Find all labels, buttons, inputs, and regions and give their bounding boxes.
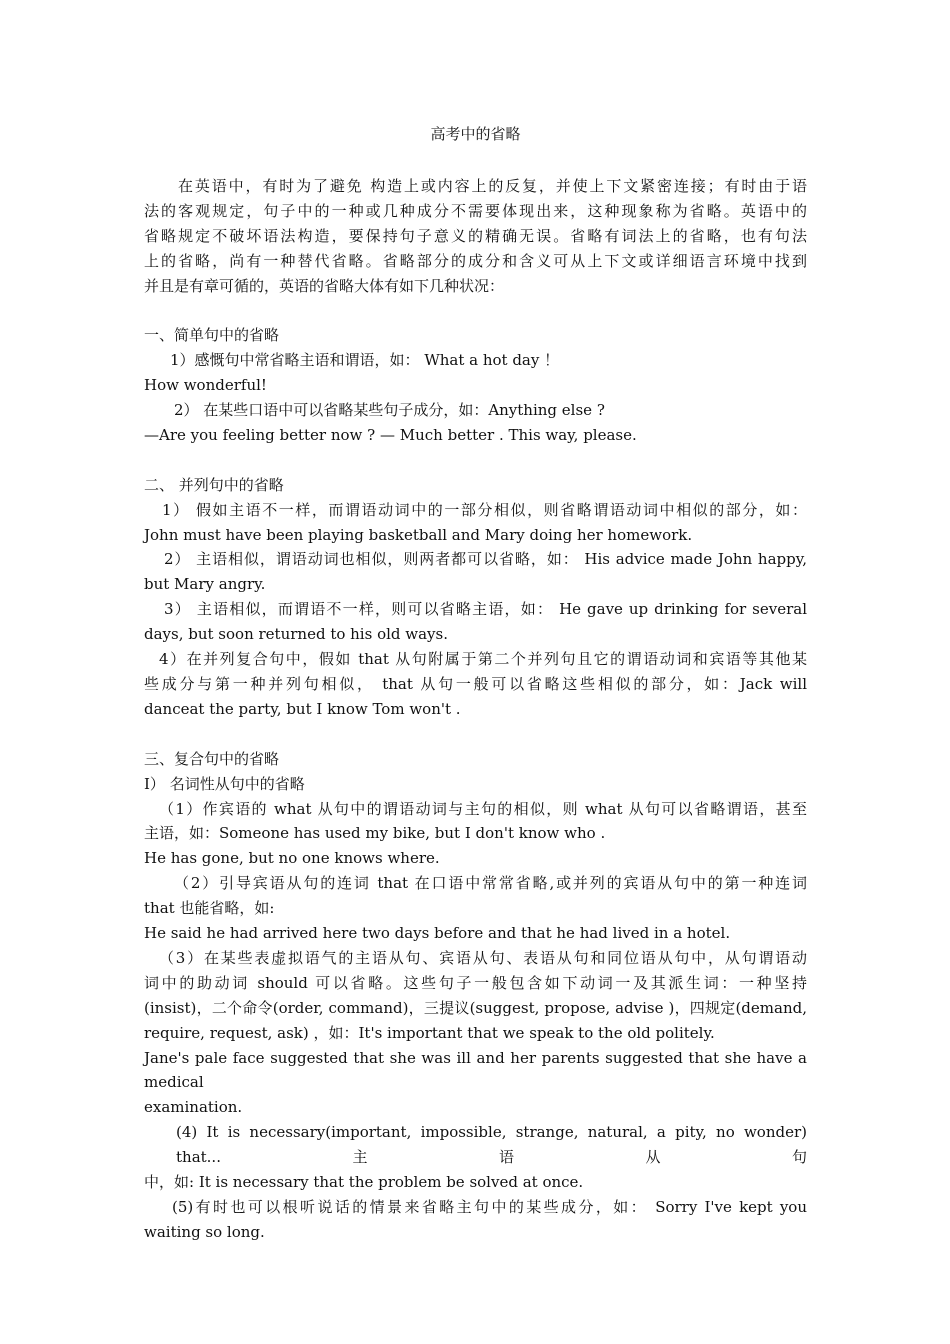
section-line: He said he had arrived here two days before and that he had lived in a hotel. <box>144 924 731 943</box>
section-line: (4) It is necessary(important, impossible, strange, natural, a pity, no wonder) that...主语从句 <box>176 1123 807 1167</box>
section-line: （3）在某些表虚拟语气的主语从句、宾语从句、表语从句和同位语从句中，从句谓语动 <box>159 948 807 967</box>
document-page <box>144 122 807 1245</box>
section-line: John must have been playing basketball and Mary doing her homework. <box>144 525 693 544</box>
section-line: 1）感慨句中常省略主语和谓语，如： What a hot day ！ <box>170 351 560 370</box>
section-line: He has gone, but no one knows where. <box>144 849 440 868</box>
section-heading: 一、简单句中的省略 <box>144 326 280 345</box>
section-line: 主语，如：Someone has used my bike, but I don't know who . <box>144 824 606 843</box>
section-heading: 二、 并列句中的省略 <box>144 475 284 494</box>
section-line: （1）作宾语的 what 从句中的谓语动词与主句的相似，则 what 从句可以省略谓语，甚至 <box>159 799 807 818</box>
intro-line: 省略规定不破坏语法构造，要保持句子意义的精确无误。省略有词法上的省略，也有句法 <box>144 226 807 245</box>
section-complex-sentence <box>144 747 807 1245</box>
section-line: How wonderful! <box>144 376 267 395</box>
section-line: (5)有时也可以根听说话的情景来省略主句中的某些成分，如： Sorry I've kept you <box>172 1198 807 1217</box>
section-compound-sentence <box>144 473 807 722</box>
section-line: but Mary angry. <box>144 575 266 594</box>
section-line: 中，如: It is necessary that the problem be solved at once. <box>144 1173 584 1192</box>
section-line: 词中的助动词 should 可以省略。这些句子一般包含如下动词一及其派生词：一种坚持 <box>144 973 807 992</box>
intro-line: 并且是有章可循的，英语的省略大体有如下几种状况： <box>144 276 505 295</box>
section-line: require, request, ask) ，如：It's important that we speak to the old politely. <box>144 1023 715 1042</box>
intro-line: 上的省略，尚有一种替代省略。省略部分的成分和含义可从上下文或详细语言环境中找到 <box>144 251 807 270</box>
section-heading: 三、复合句中的省略 <box>144 749 280 768</box>
section-line: —Are you feeling better now ? — Much better . This way, please. <box>144 425 637 444</box>
subsection-heading: I） 名词性从句中的省略 <box>144 774 305 793</box>
section-line: 4）在并列复合句中，假如 that 从句附属于第二个并列句且它的谓语动词和宾语等其他某 <box>159 650 807 669</box>
section-line: 3） 主语相似，而谓语不一样，则可以省略主语，如： He gave up drinking for several <box>164 600 807 619</box>
section-line: Jane's pale face suggested that she was ill and her parents suggested that she have a medical <box>144 1048 807 1092</box>
section-line: danceat the party, but I know Tom won't . <box>144 699 461 718</box>
section-line: examination. <box>144 1098 243 1117</box>
section-line: 2） 主语相似，谓语动词也相似，则两者都可以省略，如： His advice made John happy, <box>164 550 807 569</box>
document-title: 高考中的省略 <box>430 125 521 143</box>
section-simple-sentence <box>144 323 807 448</box>
section-line: 1） 假如主语不一样，而谓语动词中的一部分相似，则省略谓语动词中相似的部分，如： <box>162 500 807 519</box>
section-line: waiting so long. <box>144 1222 265 1241</box>
section-line: （2）引导宾语从句的连词 that 在口语中常常省略,或并列的宾语从句中的第一种连词 <box>174 874 807 893</box>
intro-line: 在英语中，有时为了避免 构造上或内容上的反复，并使上下文紧密连接；有时由于语 <box>178 176 807 195</box>
section-line: 2） 在某些口语中可以省略某些句子成分，如：Anything else ? <box>174 401 605 420</box>
section-line: that 也能省略，如: <box>144 899 275 918</box>
section-line: 些成分与第一种并列句相似， that 从句一般可以省略这些相似的部分，如：Jack will <box>144 675 807 693</box>
intro-line: 法的客观规定，句子中的一种或几种成分不需要体现出来，这种现象称为省略。英语中的 <box>144 201 807 220</box>
section-line: days, but soon returned to his old ways. <box>144 625 448 644</box>
intro-paragraph <box>144 174 807 299</box>
section-line: (insist)，二个命令(order, command)，三提议(suggest, propose, advise )，四规定(demand, <box>144 998 807 1017</box>
